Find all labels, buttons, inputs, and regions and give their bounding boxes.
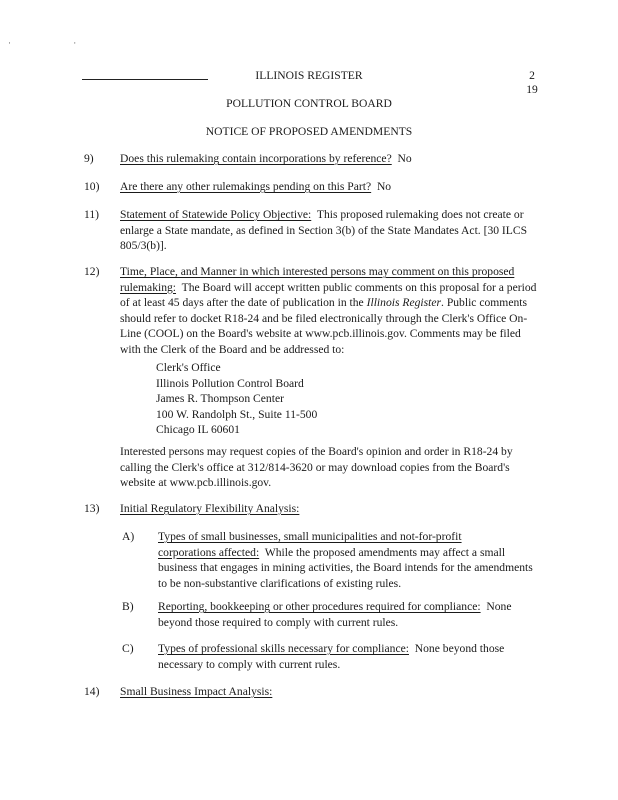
item-13: [120, 501, 560, 517]
copies-text-line: calling the Clerk's office at 312/814-3620 or may download copies from the Board's: [120, 460, 510, 474]
item-13b-label: B): [122, 600, 134, 613]
copies-text-line: website at www.pcb.illinois.gov.: [120, 476, 272, 490]
item-13a-heading-line: Types of small businesses, small municipalities and not-for-profit: [158, 530, 462, 543]
item-14-number: 14): [84, 685, 100, 698]
item-12-text-line: Line (COOL) on the Board's website at www.pcb.illinois.gov. Comments may be filed: [120, 327, 521, 341]
item-10-answer: No: [376, 180, 392, 193]
item-12-text-line: The Board will accept written public comments on this proposal for a period: [181, 280, 537, 294]
item-13b-answer: None: [486, 600, 512, 613]
item-13b-text-line: beyond those required to comply with current rules.: [158, 615, 399, 629]
item-12-number: 12): [84, 265, 100, 278]
item-13a-text-line: business that engages in mining activities, the Board intends for the amendments: [158, 561, 533, 575]
item-13c-answer: None beyond those: [414, 642, 505, 655]
item-11-text-line: enlarge a State mandate, as defined in Section 3(b) of the State Mandates Act. [30 ILCS: [120, 223, 528, 237]
item-12-heading-line: rulemaking:: [120, 280, 177, 294]
item-10-question: Are there any other rulemakings pending on this Part?: [120, 180, 372, 193]
copies-text-line: Interested persons may request copies of the Board's opinion and order in R18-24 by: [120, 445, 513, 458]
item-11-number: 11): [84, 208, 100, 221]
board-title: POLLUTION CONTROL BOARD: [226, 97, 392, 110]
item-11-heading: Statement of Statewide Policy Objective:: [120, 208, 312, 221]
item-12-text-line: with the Clerk of the Board and be addressed to:: [120, 342, 345, 356]
item-13a-text-line: While the proposed amendments may affect a small: [264, 545, 506, 559]
item-13c-text-line: necessary to comply with current rules.: [158, 657, 341, 671]
item-13a-label: A): [122, 530, 135, 543]
item-12-text-line: of at least 45 days after the date of publication in the: [120, 296, 364, 310]
item-13a-text-line: to be non-substantive clarifications of existing rules.: [158, 576, 402, 590]
address-line: 100 W. Randolph St., Suite 11-500: [156, 407, 318, 421]
item-9-answer: No: [397, 152, 412, 165]
item-13a: [158, 529, 560, 591]
register-title: ILLINOIS REGISTER: [255, 69, 363, 82]
item-14-heading: Small Business Impact Analysis:: [120, 685, 273, 698]
item-10-number: 10): [84, 180, 100, 193]
scan-specks: · ·: [8, 38, 107, 48]
item-10: [120, 179, 560, 195]
item-13-heading: Initial Regulatory Flexibility Analysis:: [120, 502, 300, 515]
item-11-text-line: 805/3(b)].: [120, 239, 167, 253]
item-13c-label: C): [122, 642, 134, 655]
item-11: [120, 207, 560, 254]
item-9-number: 9): [84, 152, 94, 165]
copies-paragraph: [120, 444, 560, 491]
item-13b: [158, 599, 560, 630]
clerk-address: [156, 360, 456, 438]
item-9-question: Does this rulemaking contain incorporations by reference?: [120, 152, 392, 165]
address-line: James R. Thompson Center: [156, 392, 284, 406]
item-13b-heading: Reporting, bookkeeping or other procedures required for compliance:: [158, 600, 481, 613]
item-13a-heading-line: corporations affected:: [158, 545, 260, 559]
item-9: [120, 151, 560, 167]
item-13-number: 13): [84, 502, 100, 515]
address-line: Illinois Pollution Control Board: [156, 376, 304, 390]
item-12: [120, 264, 560, 358]
item-12-text-line: . Public comments: [441, 296, 527, 310]
item-13c-heading: Types of professional skills necessary for compliance:: [158, 642, 409, 655]
illinois-register-italic: Illinois Register: [366, 296, 442, 310]
page-number-top: 2: [529, 69, 535, 82]
item-13c: [158, 641, 560, 672]
item-11-text-line: This proposed rulemaking does not create or: [316, 208, 524, 221]
item-12-text-line: should refer to docket R18-24 and be filed electronically through the Clerk's Office On-: [120, 311, 528, 325]
item-14: [120, 684, 560, 700]
address-line: Clerk's Office: [156, 361, 221, 374]
notice-title: NOTICE OF PROPOSED AMENDMENTS: [205, 125, 413, 138]
address-line: Chicago IL 60601: [156, 423, 240, 437]
page-number-bottom: 19: [526, 83, 538, 96]
item-12-heading-line: Time, Place, and Manner in which interested persons may comment on this proposed: [120, 265, 515, 278]
